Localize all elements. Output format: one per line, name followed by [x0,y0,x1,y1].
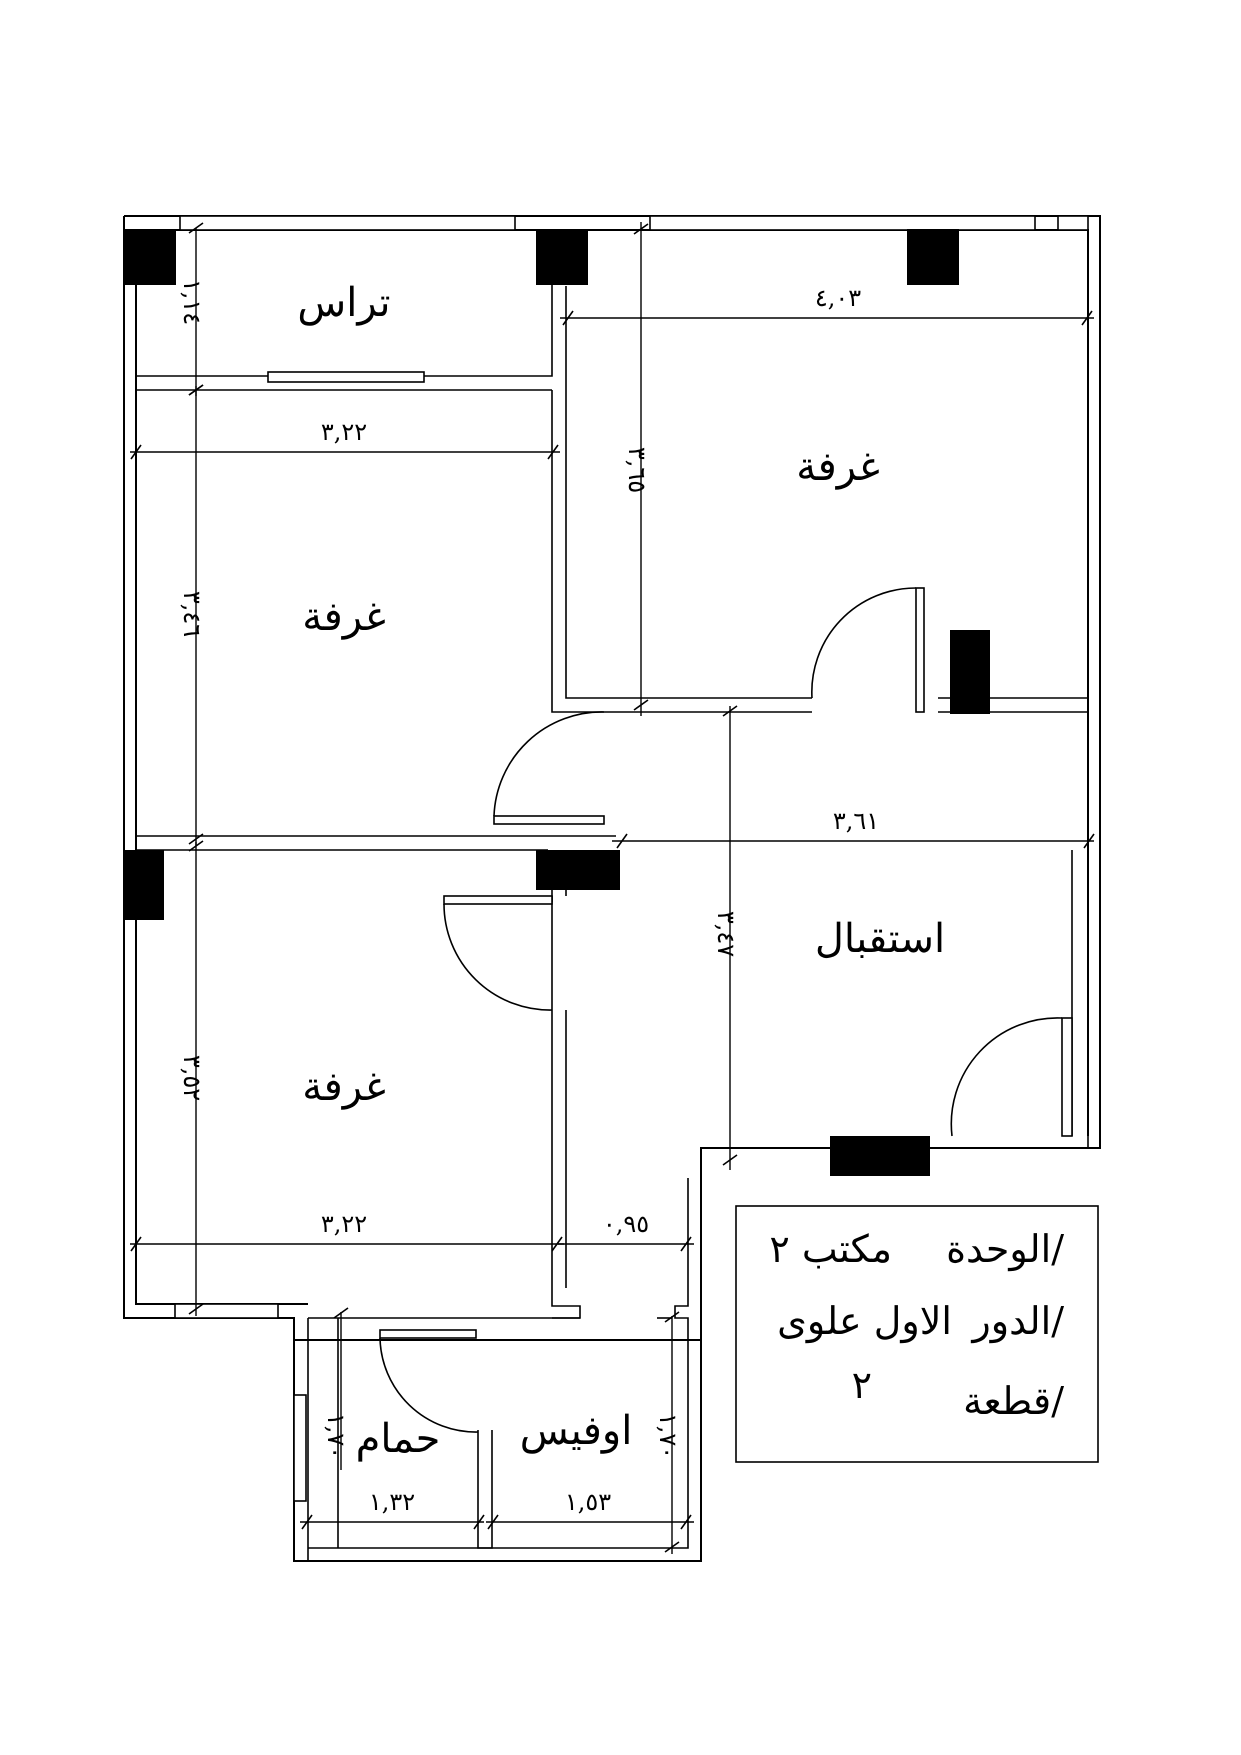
title-plot-value: ٢ [851,1363,872,1407]
window-top-room [650,216,1035,230]
dim-reception-height: ٣,٤٧ [712,910,740,958]
title-unit-value: مكتب ٢ [769,1227,892,1271]
door-bathroom-leaf [380,1330,476,1338]
dim-office-width: ١,٥٣ [564,1488,612,1516]
room-label-lower-left: غرفة [302,1064,386,1110]
door-hall-leaf [494,816,604,824]
dim-upper-right-height: ٣,٦٥ [623,446,651,494]
column [907,229,959,285]
room-label-office: اوفيس [519,1408,633,1454]
interior-walls [136,230,1088,1561]
column [830,1136,930,1176]
dim-reception-width: ٣,٦١ [832,807,880,835]
dim-upper-left-width: ٣,٢٢ [320,418,368,446]
columns [124,229,990,1176]
door-upper-right-leaf [916,588,924,712]
doors [268,372,1072,1432]
column [950,630,990,714]
window-bathroom [294,1395,306,1501]
window-bottom-left [175,1304,278,1318]
title-floor-label: الدور/ [972,1299,1064,1343]
dim-upper-left-height: ٣,٤٦ [178,590,206,638]
dim-bathroom-height: ١,٧٠ [322,1412,350,1460]
title-plot-label: قطعة/ [963,1379,1064,1423]
title-block [736,1206,1098,1462]
window-top-right [1058,216,1088,230]
dim-upper-right-width: ٤,٠٣ [814,284,862,312]
door-lower-left-swing [444,904,552,1010]
dim-office-height: ١,٧٠ [654,1412,682,1460]
room-label-upper-right: غرفة [796,444,880,490]
dim-lower-left-width: ٣,٢٢ [320,1210,368,1238]
column [124,229,176,285]
door-upper-right-swing [812,588,916,698]
door-terrace [268,372,424,382]
door-entrance-leaf [1062,1018,1072,1136]
column [124,850,164,920]
room-label-upper-left: غرفة [302,594,386,640]
door-entrance-swing [951,1018,1062,1136]
dim-bathroom-width: ١,٣٢ [368,1488,416,1516]
dim-lower-left-height: ٣,٥٢ [178,1054,206,1102]
door-hall-swing [494,712,604,816]
dim-terrace-height: ١,١٤ [178,278,206,326]
title-unit-label: الوحدة/ [946,1227,1064,1271]
room-label-bathroom: حمام [355,1416,441,1462]
room-label-terrace: تراس [297,280,391,326]
column [536,850,620,890]
window-top-terrace [180,216,515,230]
title-floor-value: الاول علوى [777,1299,952,1343]
dim-corridor-width: ٠,٩٥ [602,1210,650,1238]
door-lower-left-leaf [444,896,552,904]
column [536,229,588,285]
room-label-reception: استقبال [814,916,946,962]
room-labels [297,280,945,1462]
